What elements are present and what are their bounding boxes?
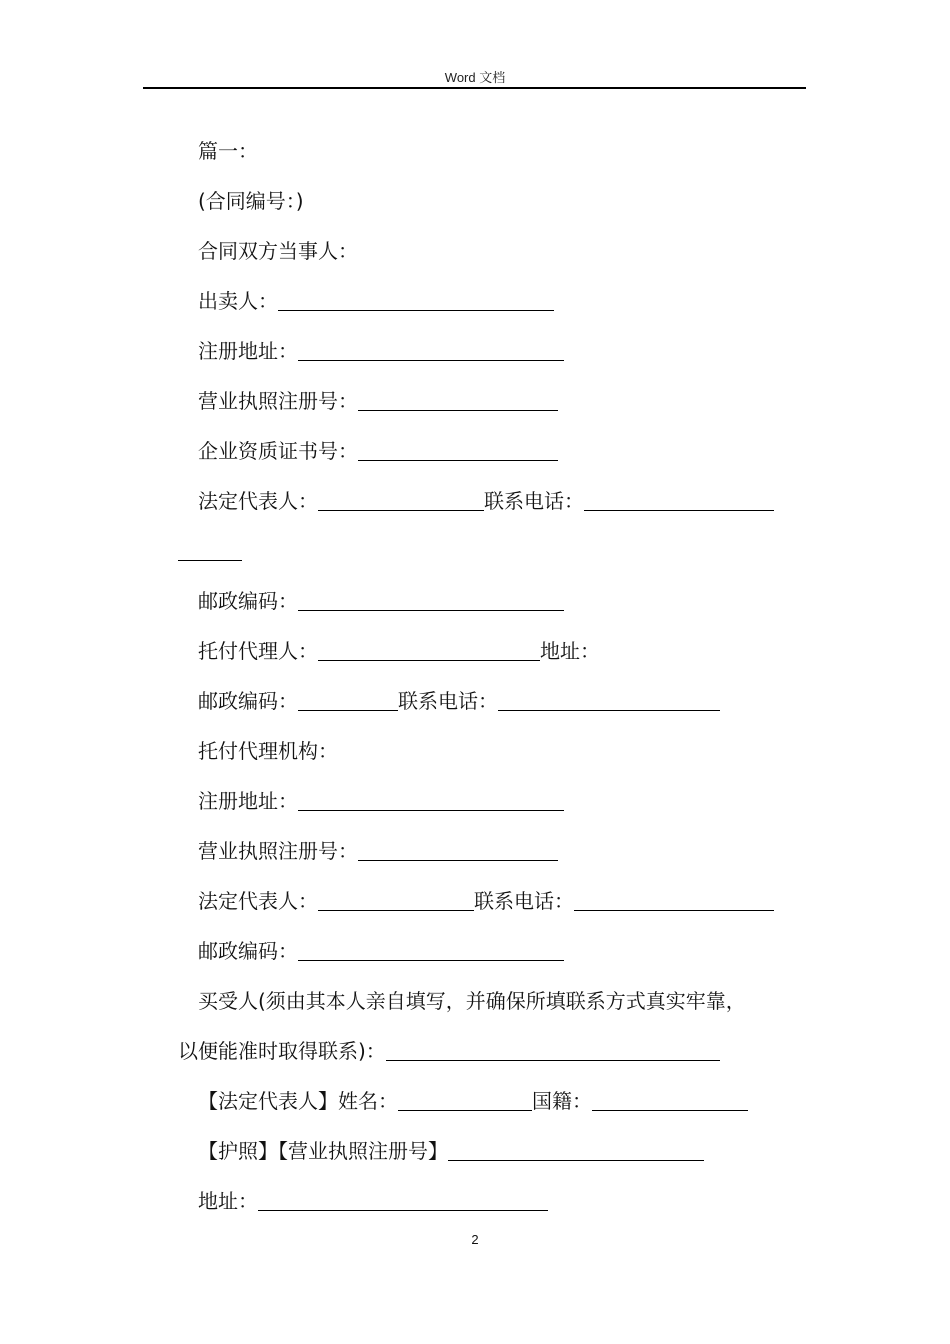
agent-label: 托付代理人： (198, 639, 318, 663)
seller-line (198, 287, 554, 315)
seller-postcode-line (198, 587, 564, 615)
seller-postcode-label: 邮政编码： (198, 589, 298, 613)
seller-phone-blank (584, 490, 774, 511)
seller-legal-rep-line (198, 487, 774, 515)
seller-qualification-blank (358, 440, 558, 461)
seller-license-label: 营业执照注册号： (198, 389, 358, 413)
seller-legal-rep-blank (318, 490, 484, 511)
buyer-contact-line (178, 1037, 720, 1065)
page-number: 2 (471, 1232, 479, 1247)
buyer-address-blank (258, 1190, 548, 1211)
buyer-instruction-line: 买受人(须由其本人亲自填写，并确保所填联系方式真实牢靠， (198, 989, 746, 1013)
seller-label: 出卖人： (198, 289, 278, 313)
buyer-legal-rep-line (198, 1087, 748, 1115)
agent-postcode-blank (298, 690, 398, 711)
section-heading: 篇一： (198, 139, 258, 163)
buyer-name-blank (398, 1090, 532, 1111)
seller-qualification-line (198, 437, 558, 465)
seller-address-label: 注册地址： (198, 339, 298, 363)
buyer-name-label: 【法定代表人】姓名： (198, 1089, 398, 1113)
buyer-address-line (198, 1187, 548, 1215)
agency-legal-rep-blank (318, 890, 474, 911)
agency-address-label: 注册地址： (198, 789, 298, 813)
agency-legal-rep-line (198, 887, 774, 915)
agency-postcode-line (198, 937, 564, 965)
seller-address-line (198, 337, 564, 365)
buyer-id-label: 【护照】【营业执照注册号】 (198, 1139, 448, 1163)
seller-postcode-blank (298, 590, 564, 611)
agent-contact-line (198, 687, 720, 715)
buyer-contact-label: 以便能准时取得联系)： (178, 1039, 386, 1063)
seller-phone-continuation (178, 537, 242, 565)
agency-license-blank (358, 840, 558, 861)
buyer-id-line (198, 1137, 704, 1165)
contract-number-line: (合同编号：) (198, 189, 304, 213)
agent-line (198, 637, 600, 665)
seller-phone-blank-continued (178, 540, 242, 561)
seller-license-line (198, 387, 558, 415)
agency-postcode-label: 邮政编码： (198, 939, 298, 963)
parties-heading: 合同双方当事人： (198, 239, 358, 263)
header-title: Word 文档 (444, 70, 506, 85)
buyer-nationality-blank (592, 1090, 748, 1111)
agent-postcode-label: 邮政编码： (198, 689, 298, 713)
seller-blank (278, 290, 554, 311)
agency-phone-blank (574, 890, 774, 911)
buyer-id-blank (448, 1140, 704, 1161)
buyer-contact-blank (386, 1040, 720, 1061)
agent-phone-label: 联系电话： (398, 689, 498, 713)
agent-phone-blank (498, 690, 720, 711)
seller-legal-rep-label: 法定代表人： (198, 489, 318, 513)
agent-address-label: 地址： (540, 639, 600, 663)
agency-license-label: 营业执照注册号： (198, 839, 358, 863)
buyer-address-label: 地址： (198, 1189, 258, 1213)
agency-postcode-blank (298, 940, 564, 961)
seller-qualification-label: 企业资质证书号： (198, 439, 358, 463)
seller-phone-label: 联系电话： (484, 489, 584, 513)
agency-legal-rep-label: 法定代表人： (198, 889, 318, 913)
buyer-nationality-label: 国籍： (532, 1089, 592, 1113)
agent-blank (318, 640, 540, 661)
seller-address-blank (298, 340, 564, 361)
agency-license-line (198, 837, 558, 865)
agency-address-blank (298, 790, 564, 811)
agency-phone-label: 联系电话： (474, 889, 574, 913)
header-divider (143, 87, 806, 89)
seller-license-blank (358, 390, 558, 411)
agency-heading: 托付代理机构： (198, 739, 338, 763)
agency-address-line (198, 787, 564, 815)
